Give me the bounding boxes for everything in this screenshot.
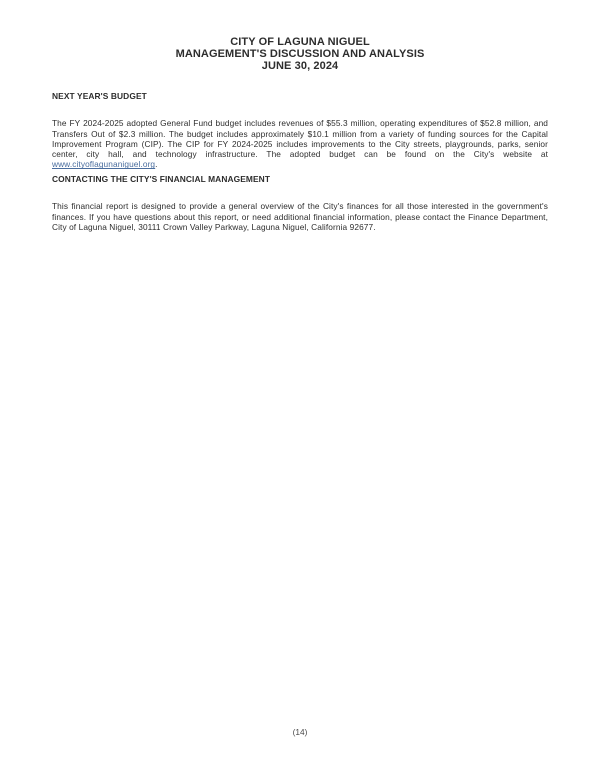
section-heading-next-years-budget: NEXT YEAR'S BUDGET [52,91,147,101]
header-date-line: JUNE 30, 2024 [261,60,339,72]
contact-paragraph: This financial report is designed to provide a general overview of the City's finances for all those interested in the government's finances. If you have questions about this report, or need additional financial information, please contact the Finance Department, City of Laguna Niguel, 30111 Crown Valley Parkway, Laguna Niguel, California 92677. [52,201,548,232]
budget-paragraph-text: The FY 2024-2025 adopted General Fund budget includes revenues of $55.3 million, operating expenditures of $52.8 million, and Transfers Out of $2.3 million. The budget includes approximately $10.1 million from a variety of funding sources for the Capital Improvement Program (CIP). The CIP for FY 2024-2025 includes improvements to the City streets, playgrounds, parks, senior center, city hall, and technology infrastructure. The adopted budget can be found on the City's website at [52,118,548,160]
city-website-link[interactable]: www.cityoflagunaniguel.org [52,159,156,170]
document-header [0,36,600,72]
budget-paragraph-period: . [155,159,158,170]
section-heading-contacting-financial-management: CONTACTING THE CITY'S FINANCIAL MANAGEMENT [52,174,271,184]
budget-paragraph [52,118,548,169]
header-subtitle-line: MANAGEMENT'S DISCUSSION AND ANALYSIS [175,48,425,60]
page-number: (14) [292,727,308,737]
header-title-line: CITY OF LAGUNA NIGUEL [230,36,370,48]
